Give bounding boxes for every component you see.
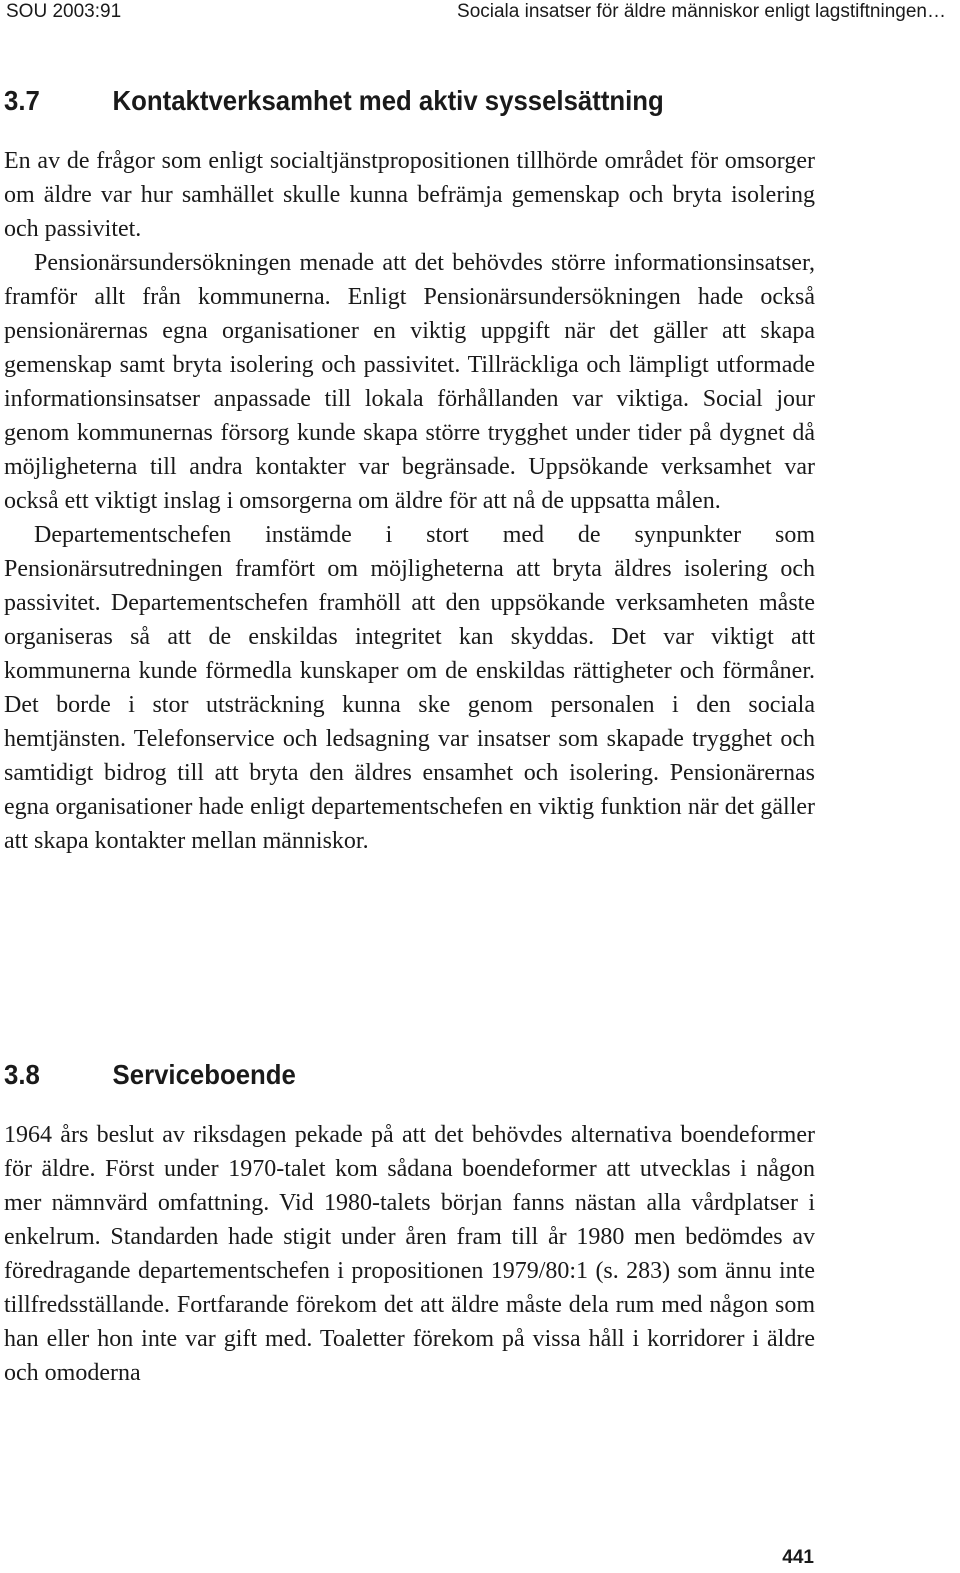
section-title: Serviceboende xyxy=(112,1059,296,1090)
paragraph: 1964 års beslut av riksdagen pekade på att det behövdes alternativa boendeformer för äldre. Först under 1970-talet kom sådana boendeformer att utvecklas i någon mer nämnvärd omfattning. Vid 1980-talets början fanns nästan alla vårdplatser i enkelrum. Standarden hade stigit under åren fram till år 1980 men bedömdes av föredragande departementschefen i propositionen 1979/80:1 (s. 283) som ännu inte tillfredsställande. Fortfarande förekom det att äldre måste dela rum med någon som han eller hon inte var gift med. Toaletter förekom på vissa håll i korridorer i äldre och omoderna xyxy=(4,1122,815,1386)
section-heading-3-8 xyxy=(4,1058,296,1092)
running-header xyxy=(0,0,960,24)
paragraph: Pensionärsundersökningen menade att det behövdes större informationsinsatser, framför allt från kommunerna. Enligt Pensionärsundersökningen hade också pensionärernas egna organisationer en viktig uppgift när det gäller att skapa gemenskap samt bryta isolering och passivitet. Tillräckliga och lämpligt utformade informationsinsatser anpassade till lokala förhållanden var viktiga. Social jour genom kommunernas försorg kunde skapa större trygghet under tider på dygnet då möjligheterna till andra kontakter var begränsade. Uppsökande verksamhet var också ett viktigt inslag i omsorgerna om äldre för att nå de uppsatta målen. xyxy=(4,250,815,514)
section-body-3-8 xyxy=(4,1118,815,1390)
page-number: 441 xyxy=(782,1547,814,1568)
section-number: 3.8 xyxy=(4,1059,40,1090)
section-body-3-7 xyxy=(4,144,815,858)
section-number: 3.7 xyxy=(4,85,40,116)
report-id: SOU 2003:91 xyxy=(6,1,122,22)
chapter-title: Sociala insatser för äldre människor enligt lagstiftningen… xyxy=(457,1,946,22)
section-heading-3-7 xyxy=(4,84,664,118)
paragraph: En av de frågor som enligt socialtjänstpropositionen tillhörde området för omsorger om äldre var hur samhället skulle kunna befrämja gemenskap och bryta isolering och passivitet. xyxy=(4,148,815,242)
section-title: Kontaktverksamhet med aktiv sysselsättning xyxy=(112,85,664,116)
paragraph: Departementschefen instämde i stort med de synpunkter som Pensionärsutredningen framfört om möjligheterna att bryta äldres isolering och passivitet. Departementschefen framhöll att den uppsökande verksamheten måste organiseras så att de enskildas integritet kan skyddas. Det var viktigt att kommunerna kunde förmedla kunskaper om de enskildas rättigheter och förmåner. Det borde i stor utsträckning kunna ske genom personalen i den sociala hemtjänsten. Telefonservice och ledsagning var insatser som skapade trygghet och samtidigt bidrog till att bryta den äldres ensamhet och isolering. Pensionärernas egna organisationer hade enligt departementschefen en viktig funktion när det gäller att skapa kontakter mellan människor. xyxy=(4,522,815,854)
